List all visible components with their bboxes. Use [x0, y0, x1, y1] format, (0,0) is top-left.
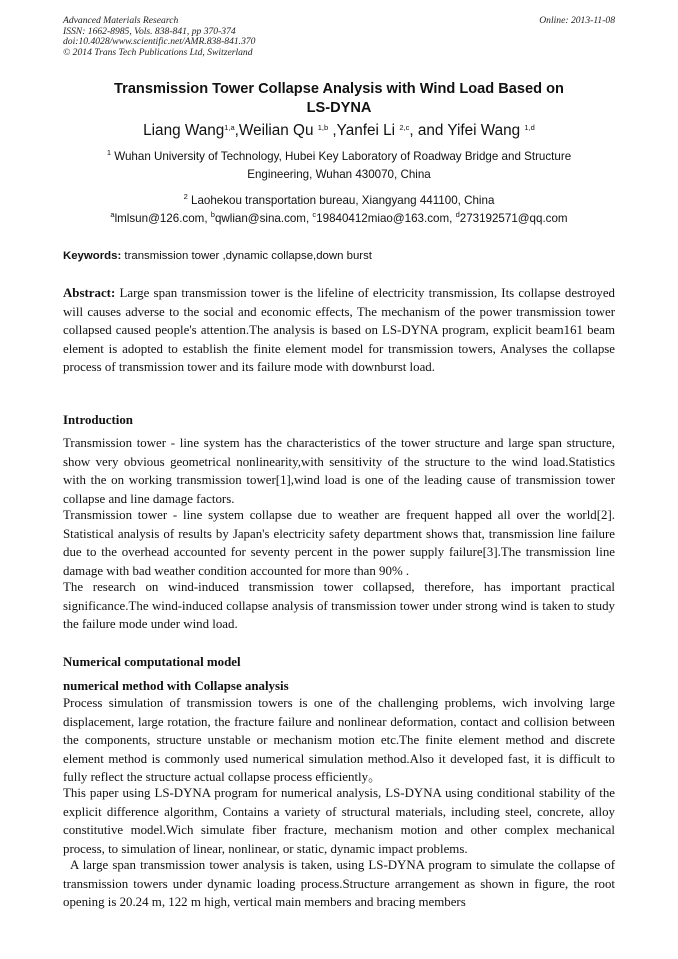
author-name: ,Yanfei Li — [328, 122, 400, 139]
journal-header — [63, 16, 255, 58]
author-affiliation-mark: 1,d — [524, 123, 535, 132]
affiliation-text: Engineering, Wuhan 430070, China — [247, 168, 431, 181]
section-heading-numerical-model: Numerical computational model — [63, 655, 241, 669]
author-list — [60, 121, 618, 141]
subsection-heading: numerical method with Collapse analysis — [63, 679, 289, 693]
affiliation-mark: 1 — [106, 148, 112, 157]
title-line-2: LS-DYNA — [306, 100, 372, 116]
paragraph: A large span transmission tower analysis is taken, using LS-DYNA program to simulate the collapse of transmission towers under dynamic loading process.Structure arrangement as shown in figure, the root opening is 20.24 m, 122 m high, vertical main members and bracing members — [63, 858, 615, 909]
issn-line: ISSN: 1662-8985, Vols. 838-841, pp 370-374 — [63, 25, 236, 37]
doi-line: doi:10.4028/www.scientific.net/AMR.838-841.370 — [63, 36, 256, 48]
email-link[interactable]: qwlian@sina.com, — [214, 212, 313, 225]
paragraph: This paper using LS-DYNA program for numerical analysis, LS-DYNA using conditional stability of the explicit difference algorithm, Contains a variety of structural materials, including steel, concrete, alloy constitutive model.Wich simulate fiber fracture, mechanism motion and other complex mechanical process, to simulation of linear, nonlinear, or static, dynamic impact problems. — [63, 786, 615, 856]
affiliation-text: Laohekou transportation bureau, Xiangyang 441100, China — [187, 194, 495, 207]
paragraph: Transmission tower - line system collapse due to weather are frequent happed all over the world[2]. Statistical analysis of results by Japan's electricity safety department shows that, transmission line failure due to the overhead accounted for seventy percent in the power supply failure[3].The transmission line damage with bad weather condition accounted for more than 90% . — [63, 508, 615, 578]
email-link[interactable]: 273192571@qq.com — [459, 212, 568, 225]
paragraph: Process simulation of transmission towers is one of the challenging problems, wich involving large displacement, large rotation, the fracture failure and nonlinear deformation, contact and collision between the components, structure unstable or mechanism motion etc.The finite element method and discrete element method is commonly used numerical simulation method.Also it developed fast, it is difficult to fully reflect the structure actual collapse process efficiently。 — [63, 696, 615, 784]
affiliation-2 — [60, 192, 618, 210]
abstract-text: Large span transmission tower is the lifeline of electricity transmission, Its collapse destroyed will causes adverse to the social and economic effects, The mechanism of the power transmission tower collapsed caused people's attention.The analysis is based on LS-DYNA program, explicit beam161 beam element is adopted to establish the finite element model for transmission towers, Analyses the collapse process of transmission tower and its failure mode with downburst load. — [63, 286, 615, 374]
keywords-label: Keywords: — [63, 250, 122, 262]
journal-name: Advanced Materials Research — [63, 15, 179, 26]
abstract-label: Abstract: — [63, 286, 116, 300]
email-link[interactable]: lmlsun@126.com, — [114, 212, 211, 225]
affiliation-1 — [60, 148, 618, 184]
paragraph: Transmission tower - line system has the characteristics of the tower structure and large span structure, show very obvious geometrical nonlinearity,with sensitivity of the structure to the wind load.Statistics with the on working transmission tower[1],wind load is one of the leading cause of transmission tower collapse and line damage factors. — [63, 436, 615, 506]
paper-title — [60, 80, 618, 118]
author-name: , and Yifei Wang — [409, 122, 525, 139]
paragraph: The research on wind-induced transmission tower collapsed, therefore, has important practical significance.The wind-induced collapse analysis of transmission tower under strong wind is taken to study the failure mode under wind load. — [63, 580, 615, 631]
copyright-line: © 2014 Trans Tech Publications Ltd, Switzerland — [63, 46, 253, 58]
affiliation-mark: 2 — [183, 192, 188, 201]
author-name: Liang Wang — [143, 122, 225, 139]
author-affiliation-mark: 1,b — [317, 123, 329, 132]
section-heading-introduction: Introduction — [63, 413, 133, 427]
keywords-text: transmission tower ,dynamic collapse,down burst — [121, 250, 372, 262]
email-link[interactable]: 19840412miao@163.com, — [316, 212, 456, 225]
author-affiliation-mark: 2,c — [399, 123, 410, 132]
title-line-1: Transmission Tower Collapse Analysis with Wind Load Based on — [114, 81, 564, 97]
author-name: ,Weilian Qu — [234, 122, 318, 139]
author-affiliation-mark: 1,a — [224, 123, 235, 132]
affiliation-text: Wuhan University of Technology, Hubei Key Laboratory of Roadway Bridge and Structure — [111, 150, 572, 163]
abstract — [63, 284, 615, 377]
keywords — [63, 249, 615, 263]
email-list: $^a$lmlsun@126.com, $^b$qwlian@sina.com, $^c$19840412miao@163.com, $^d$273192571@qq.com — [110, 210, 568, 225]
online-date: Online: 2013-11-08 — [539, 15, 615, 26]
